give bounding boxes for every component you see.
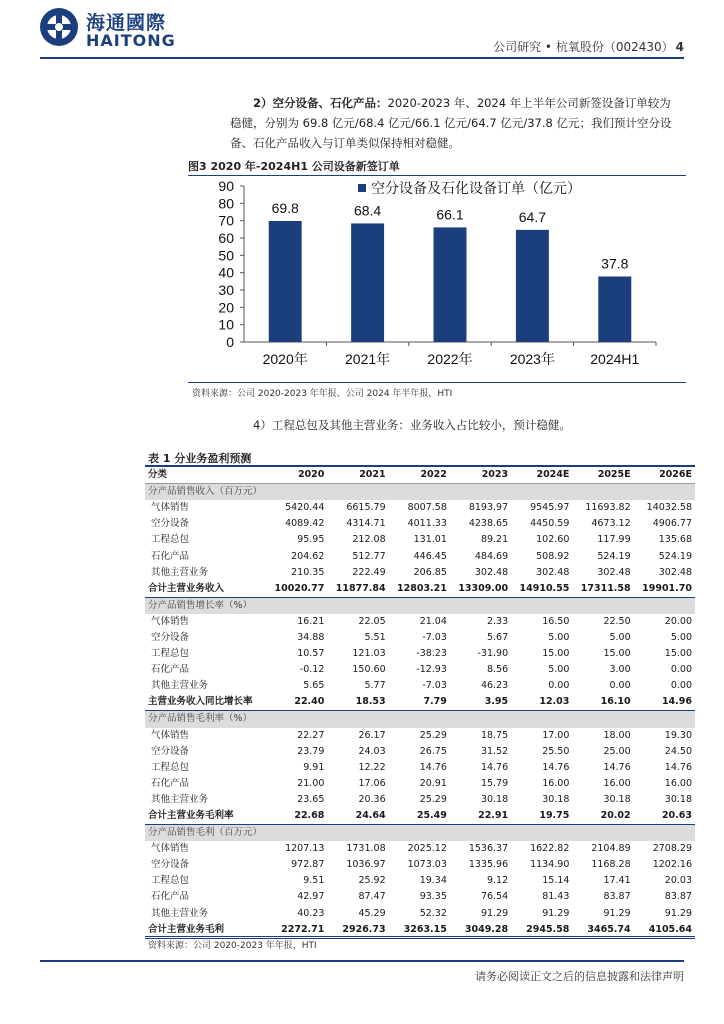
table-row [145,792,695,808]
table-cell: 1073.03 [407,859,447,871]
table-row [145,662,695,678]
table-cell: 2272.71 [266,922,327,939]
table-cell: 2708.29 [652,843,692,855]
table-cell: 22.05 [358,615,386,627]
table-cell: 81.43 [542,891,570,903]
bar-value-label: 66.1 [436,206,464,223]
table-cell: -0.12 [299,664,325,676]
haitong-logo-icon [38,6,80,48]
table-cell: 4450.59 [530,518,570,530]
x-tick-label: 2024H1 [590,351,640,367]
table-cell: 20.63 [634,808,695,825]
table-cell: 5.51 [364,631,386,643]
table-cell: 83.87 [664,891,692,903]
y-tick-label: 40 [218,264,234,281]
table-cell: 19.34 [419,875,447,887]
table-cell: 30.18 [480,793,509,805]
table-cell: 0.00 [609,680,631,692]
table-cell: 12.22 [358,761,386,773]
table-header-cell: 2020 [266,467,327,484]
paragraph-air-separation [230,93,680,153]
table-section-label: 分产品销售毛利（百万元） [145,825,695,842]
table-cell: 9.51 [303,875,325,887]
table-cell: 9545.97 [530,502,570,514]
table-header-cell: 2021 [327,467,388,484]
bar-2024H1 [598,276,631,342]
table-cell: 302.48 [658,566,692,578]
report-header [493,38,684,55]
table-section-row [145,711,695,728]
table-cell: 2926.73 [327,922,388,939]
table-row-label: 空分设备 [151,631,190,643]
table-row [145,873,695,889]
y-tick-label: 20 [218,299,234,316]
table-cell: 46.23 [480,680,509,692]
figure-title: 图3 2020 年-2024H1 公司设备新签订单 [188,160,400,173]
table-cell: 1168.28 [591,859,631,871]
table-cell: 8193.97 [468,502,509,514]
table-cell: 24.64 [327,808,388,825]
table-cell: 18.00 [603,729,631,741]
table-cell: 19901.70 [634,581,695,598]
y-tick-label: 30 [218,282,234,298]
table-cell: 14910.55 [511,581,572,598]
table-cell: 25.92 [358,875,386,887]
table-cell: 18.75 [480,729,509,741]
table-cell: 24.03 [358,745,386,757]
header-divider [40,57,684,59]
table-cell: 25.00 [603,745,631,757]
table-cell: 20.03 [664,875,692,887]
table-row-label: 工程总包 [151,875,190,887]
table-cell: 76.54 [480,891,509,903]
table-section-row [145,484,695,501]
table-cell: -38.23 [416,648,447,660]
table-cell: 95.95 [297,534,325,546]
paragraph-lead: 2）空分设备、石化产品： [253,96,388,110]
table-cell: -31.90 [477,648,509,660]
table-cell: 14.76 [480,761,509,773]
table-row [145,744,695,760]
table-cell: 19.30 [664,729,692,741]
table-row [145,841,695,857]
table-cell: 135.68 [658,534,692,546]
table-cell: 15.00 [542,648,570,660]
bar-2020年 [269,221,302,342]
table-cell: 5420.44 [285,502,325,514]
y-tick-label: 0 [226,334,234,350]
table-cell: 14.76 [603,761,631,773]
table-cell: 19.75 [511,808,572,825]
logo-chinese-text: 海通國際 [86,12,167,34]
table-cell: 45.29 [358,907,386,919]
table-cell: 4906.77 [652,518,692,530]
table-cell: 15.79 [480,777,509,789]
table-cell: 10020.77 [266,581,327,598]
table-cell: 2945.58 [511,922,572,939]
table-cell: 14032.58 [646,502,692,514]
table-cell: 4105.64 [634,922,695,939]
table-cell: 972.87 [291,859,325,871]
bar-value-label: 64.7 [518,208,547,225]
chart-legend [358,180,581,197]
table-cell: 6615.79 [346,502,386,514]
table-cell: 16.21 [297,615,325,627]
table-row-label: 石化产品 [151,550,190,562]
table-cell: 26.75 [419,745,447,757]
table-row-label: 合计主营业务毛利 [145,922,266,939]
table-cell: 24.50 [664,745,692,757]
table-cell: 23.79 [297,745,325,757]
table-cell: 91.29 [603,907,631,919]
x-tick-label: 2022年 [427,351,473,367]
table-cell: 22.40 [266,694,327,711]
table-cell: 16.00 [603,777,631,789]
table-cell: 8007.58 [407,502,447,514]
table-cell: 20.00 [664,615,692,627]
table-cell: 5.00 [548,664,570,676]
table-cell: 16.50 [542,615,570,627]
table-row [145,728,695,744]
table-cell: 91.29 [664,907,692,919]
table-header-cell: 2023 [450,467,511,484]
table-cell: 131.01 [413,534,447,546]
table-cell: 4089.42 [285,518,325,530]
table-row-label: 其他主营业务 [151,680,209,692]
y-tick-label: 80 [218,195,234,212]
table-cell: -7.03 [422,631,447,643]
table-cell: 18.53 [327,694,388,711]
table-row-label: 石化产品 [151,777,190,789]
paragraph-body: 2020-2023 年、2024 年上半年公司新签设备订单较为稳健，分别为 69.8 亿元/68.4 亿元/66.1 亿元/64.7 亿元/37.8 亿元；我们预计空分设备、石化产品收入与订单类似保持相对稳健。 [230,96,672,150]
y-tick-label: 50 [218,247,234,264]
table-cell: 20.02 [572,808,633,825]
table-row [145,776,695,792]
footer-disclaimer: 请务必阅读正文之后的信息披露和法律声明 [475,970,684,983]
table-cell: 3.00 [609,664,631,676]
table-row [145,532,695,548]
table-cell: -7.03 [422,680,447,692]
table-cell: 3263.15 [389,922,450,939]
table-cell: 25.49 [389,808,450,825]
table-cell: 17.41 [603,875,631,887]
table-cell: 22.68 [266,808,327,825]
table-row-label: 气体销售 [151,502,190,514]
table-cell: 222.49 [352,566,386,578]
table-cell: 102.60 [536,534,570,546]
y-tick-label: 70 [218,212,234,229]
table-row-label: 其他主营业务 [151,907,209,919]
table-row-label: 其他主营业务 [151,566,209,578]
chart-y-ticks [218,178,244,350]
table-cell: 210.35 [291,566,325,578]
table-row [145,906,695,922]
table-cell: 89.21 [480,534,509,546]
table-cell: 446.45 [413,550,447,562]
table-cell: 4011.33 [407,518,447,530]
table-cell: 204.62 [291,550,325,562]
table-cell: 14.76 [664,761,692,773]
table-cell: 87.47 [358,891,386,903]
table-cell: 2.33 [486,615,509,627]
table-cell: 25.29 [419,793,447,805]
table-cell: 0.00 [670,664,692,676]
bar-2022年 [434,227,467,342]
table-cell: 26.17 [358,729,386,741]
table-cell: 4673.12 [591,518,631,530]
logo-english-text: HAITONG [86,31,176,50]
table-cell: 93.35 [419,891,447,903]
table-cell: 1202.16 [652,859,692,871]
table-row [145,646,695,662]
bar-value-label: 68.4 [353,202,382,219]
table-cell: 302.48 [474,566,509,578]
table-cell: 1335.96 [468,859,509,871]
table-cell: 14.76 [542,761,570,773]
table-cell: 34.88 [297,631,325,643]
table-row [145,857,695,873]
orders-bar-chart [188,176,686,382]
table-cell: 14.76 [419,761,447,773]
bar-value-label: 69.8 [271,200,299,217]
table-cell: 2025.12 [407,843,447,855]
table-cell: 17.00 [542,729,570,741]
table-cell: 25.29 [419,729,447,741]
table-row [145,516,695,532]
table-row-label: 空分设备 [151,859,190,871]
table-row-label: 气体销售 [151,615,190,627]
table-cell: 30.18 [664,793,692,805]
table-section-label: 分产品销售收入（百万元） [145,484,695,501]
y-tick-label: 60 [218,230,234,246]
table-header-cell: 2022 [389,467,450,484]
table-cell: 302.48 [536,566,570,578]
table-section-row [145,597,695,614]
table-cell: 512.77 [352,550,386,562]
table-row-label: 气体销售 [151,729,190,741]
table-cell: 1134.90 [530,859,570,871]
table-cell: -12.93 [416,664,447,676]
table-row-label: 工程总包 [151,648,190,660]
table-cell: 524.19 [658,550,692,562]
table-cell: 22.27 [297,729,325,741]
table-row-label: 石化产品 [151,664,190,676]
table-row-label: 工程总包 [151,534,190,546]
table-cell: 11693.82 [585,502,631,514]
table-cell: 212.08 [352,534,386,546]
table-cell: 15.00 [603,648,631,660]
table-cell: 91.29 [480,907,509,919]
figure-bottom-rule [188,382,686,383]
table-cell: 30.18 [603,793,631,805]
table-cell: 15.00 [664,648,692,660]
table-cell: 15.14 [542,875,570,887]
table-cell: 150.60 [352,664,386,676]
table-row [145,760,695,776]
table-cell: 31.52 [480,745,509,757]
table-header-cell: 2024E [511,467,572,484]
table-cell: 5.00 [609,631,631,643]
x-tick-label: 2023年 [509,351,555,367]
table-row [145,614,695,630]
table-cell: 1036.97 [346,859,386,871]
table-cell: 0.00 [670,680,692,692]
table-cell: 4314.71 [346,518,386,530]
table-title: 表 1 分业务盈利预测 [148,452,252,465]
table-cell: 1207.13 [285,843,325,855]
x-tick-label: 2021年 [345,351,391,367]
table-cell: 20.36 [358,793,386,805]
table-cell: 10.57 [297,648,325,660]
table-cell: 16.00 [664,777,692,789]
table-cell: 5.67 [486,631,509,643]
table-cell: 524.19 [597,550,631,562]
figure-source: 资料来源：公司 2020-2023 年年报、公司 2024 年半年报，HTI [192,389,453,399]
table-cell: 5.00 [548,631,570,643]
table-cell: 16.10 [572,694,633,711]
table-cell: 52.32 [419,907,447,919]
table-cell: 121.03 [352,648,386,660]
table-cell: 40.23 [297,907,325,919]
y-tick-label: 10 [218,316,234,333]
table-cell: 25.50 [542,745,570,757]
table-header-row [145,467,695,484]
table-cell: 3465.74 [572,922,633,939]
segment-forecast-table [145,467,695,939]
table-cell: 1731.08 [346,843,386,855]
table-cell: 117.99 [597,534,631,546]
legend-swatch [358,184,366,192]
footer-divider [40,960,684,962]
bar-value-label: 37.8 [601,255,629,272]
table-total-row [145,581,695,598]
table-cell: 4238.65 [468,518,509,530]
chart-bars [269,221,632,342]
report-tag: 公司研究 • 杭氧股份（002430） [493,40,674,54]
table-header-cell: 2026E [634,467,695,484]
table-cell: 2104.89 [591,843,631,855]
table-bottom-rule [145,936,695,937]
table-cell: 3.95 [450,694,511,711]
y-tick-label: 90 [218,178,234,194]
table-cell: 5.77 [364,680,386,692]
table-cell: 484.69 [474,550,509,562]
table-cell: 83.87 [603,891,631,903]
table-cell: 14.96 [634,694,695,711]
table-cell: 1622.82 [530,843,570,855]
bar-2023年 [516,230,549,342]
table-total-row [145,694,695,711]
table-header-cell: 2025E [572,467,633,484]
table-cell: 9.91 [303,761,325,773]
table-cell: 42.97 [297,891,325,903]
table-row-label: 空分设备 [151,745,190,757]
page-number: 4 [675,40,684,54]
paragraph-engineering: 4）工程总包及其他主营业务：业务收入占比较小，预计稳健。 [253,418,571,432]
table-row-label: 合计主营业务收入 [145,581,266,598]
table-cell: 206.85 [413,566,447,578]
table-row-label: 其他主营业务 [151,793,209,805]
table-section-row [145,825,695,842]
table-row [145,548,695,564]
table-cell: 5.65 [303,680,325,692]
table-cell: 0.00 [548,680,570,692]
table-row-label: 空分设备 [151,518,190,530]
table-row-label: 气体销售 [151,843,190,855]
table-row-label: 石化产品 [151,891,190,903]
table-cell: 17.06 [358,777,386,789]
table-cell: 1536.37 [468,843,509,855]
table-section-label: 分产品销售毛利率（%） [145,711,695,728]
table-total-row [145,808,695,825]
table-row [145,500,695,516]
table-cell: 13309.00 [450,581,511,598]
table-cell: 17311.58 [572,581,633,598]
table-cell: 302.48 [597,566,631,578]
table-cell: 23.65 [297,793,325,805]
table-cell: 16.00 [542,777,570,789]
table-row [145,889,695,905]
table-cell: 8.56 [486,664,509,676]
table-cell: 12803.21 [389,581,450,598]
table-cell: 12.03 [511,694,572,711]
table-header-cell: 分类 [145,467,266,484]
table-cell: 3049.28 [450,922,511,939]
x-tick-label: 2020年 [262,351,308,367]
legend-label: 空分设备及石化设备订单（亿元） [371,181,581,197]
table-cell: 30.18 [542,793,570,805]
table-source: 资料来源：公司 2020-2023 年年报，HTI [148,941,317,951]
table-cell: 22.50 [603,615,631,627]
table-row-label: 工程总包 [151,761,190,773]
table-cell: 21.00 [297,777,325,789]
chart-x-ticks [263,342,656,367]
table-cell: 7.79 [389,694,450,711]
table-cell: 22.91 [450,808,511,825]
table-cell: 21.04 [419,615,447,627]
company-logo [38,6,188,52]
table-row [145,678,695,694]
table-cell: 508.92 [536,550,570,562]
bar-2021年 [351,223,384,342]
table-cell: 11877.84 [327,581,388,598]
table-row [145,630,695,646]
table-section-label: 分产品销售增长率（%） [145,597,695,614]
table-cell: 9.12 [486,875,509,887]
table-cell: 20.91 [419,777,447,789]
table-cell: 91.29 [542,907,570,919]
table-cell: 5.00 [670,631,692,643]
table-row-label: 主营业务收入同比增长率 [145,694,266,711]
table-row-label: 合计主营业务毛利率 [145,808,266,825]
table-row [145,565,695,581]
